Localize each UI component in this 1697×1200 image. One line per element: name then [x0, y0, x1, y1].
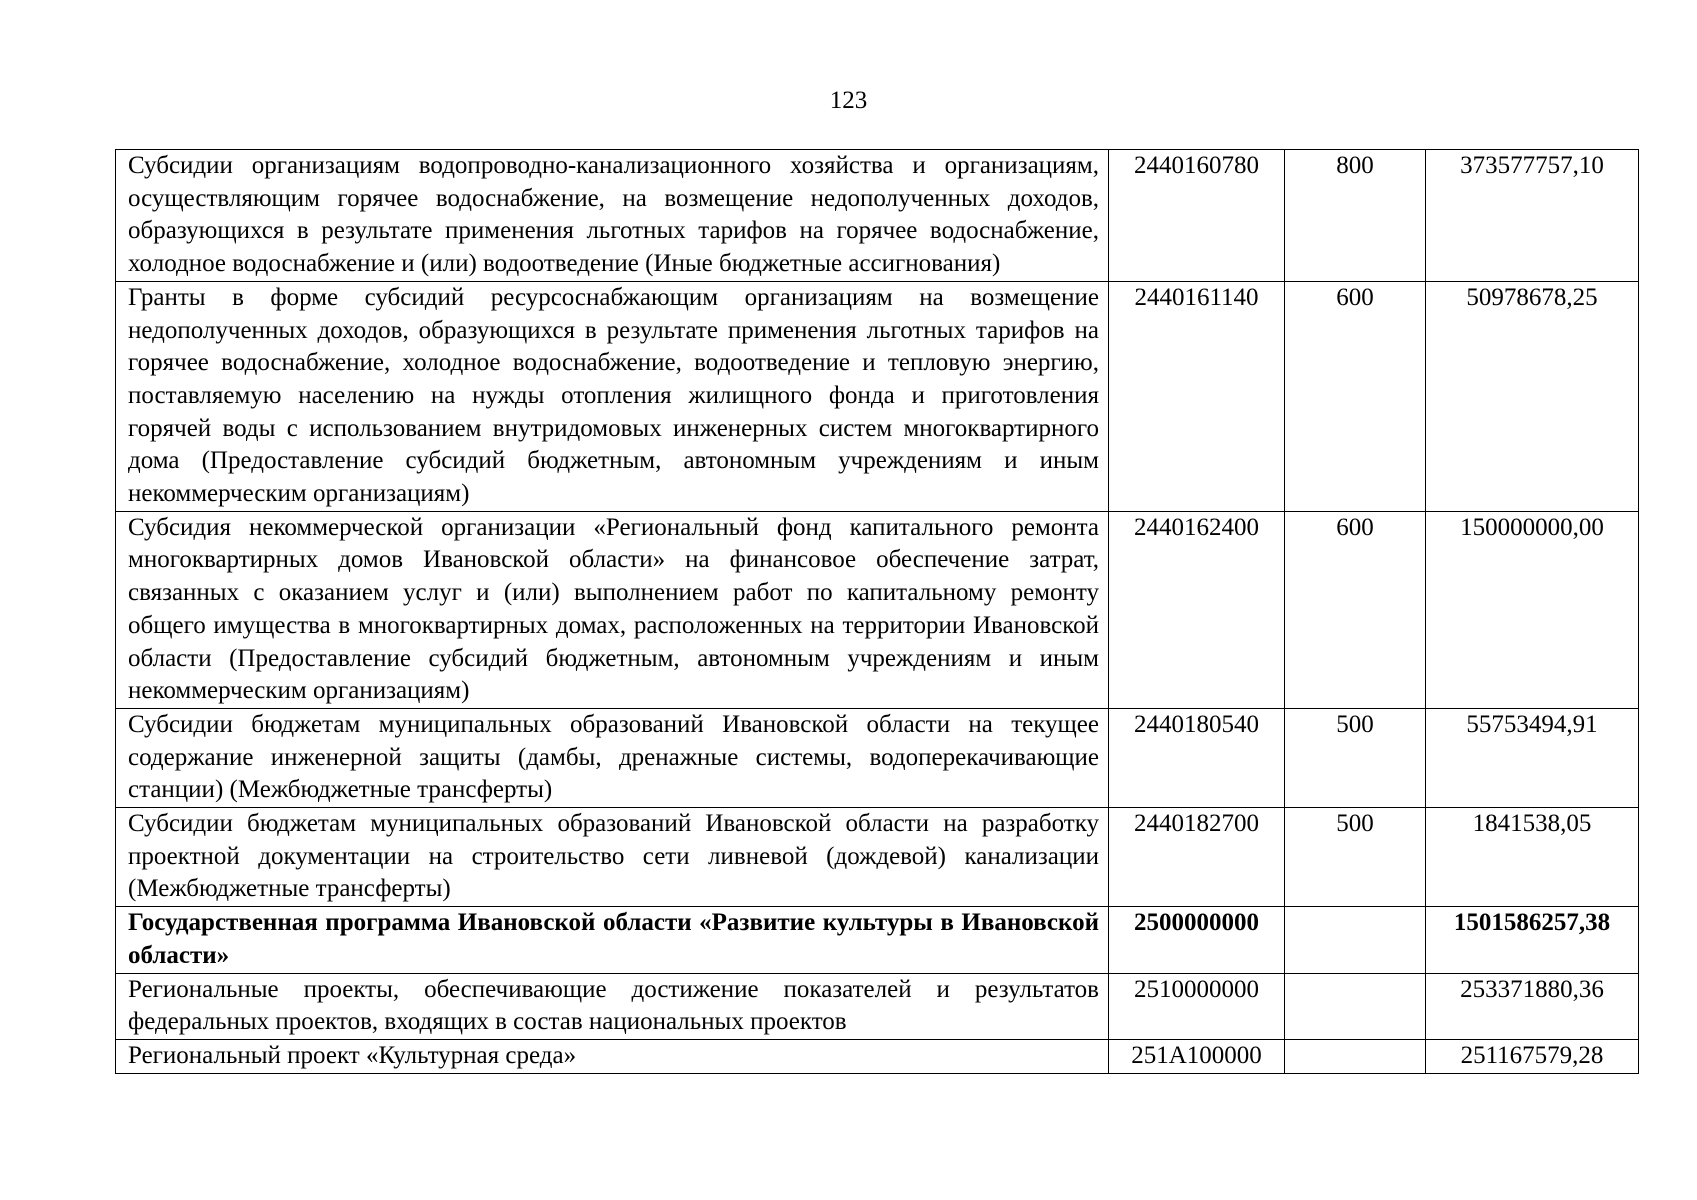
- row-code: 2440180540: [1109, 708, 1285, 807]
- row-expense-type: 800: [1285, 150, 1426, 282]
- row-description: Гранты в форме субсидий ресурсоснабжающим организациям на возмещение недополученных доходов, образующихся в результате применения льготных тарифов на горячее водоснабжение, холодное водоснабжение, водоотведение и тепловую энергию, поставляемую населению на нужды отопления жилищного фонда и приготовления горячей воды с использованием внутридомовых инженерных систем многоквартирного дома (Предоставление субсидий бюджетным, автономным учреждениям и иным некоммерческим организациям): [116, 281, 1109, 511]
- table-row: [116, 1039, 1639, 1073]
- row-code: 2440161140: [1109, 281, 1285, 511]
- table-row: [116, 511, 1639, 708]
- row-amount: 1841538,05: [1426, 808, 1639, 907]
- table-row-program-heading: [116, 907, 1639, 973]
- page-number: 123: [829, 87, 868, 114]
- table-row: [116, 708, 1639, 807]
- row-expense-type: 500: [1285, 708, 1426, 807]
- row-description: Субсидия некоммерческой организации «Региональный фонд капитального ремонта многоквартирных домов Ивановской области» на финансовое обеспечение затрат, связанных с оказанием услуг и (или) выполнением работ по капитальному ремонту общего имущества в многоквартирных домах, расположенных на территории Ивановской области (Предоставление субсидий бюджетным, автономным учреждениям и иным некоммерческим организациям): [116, 511, 1109, 708]
- row-amount: 253371880,36: [1426, 973, 1639, 1039]
- table-row: [116, 150, 1639, 282]
- row-code: 2500000000: [1109, 907, 1285, 973]
- row-code: 2440182700: [1109, 808, 1285, 907]
- row-description: Государственная программа Ивановской области «Развитие культуры в Ивановской области»: [116, 907, 1109, 973]
- row-expense-type: 500: [1285, 808, 1426, 907]
- row-description: Региональный проект «Культурная среда»: [116, 1039, 1109, 1073]
- row-amount: 373577757,10: [1426, 150, 1639, 282]
- row-amount: 55753494,91: [1426, 708, 1639, 807]
- row-expense-type: [1285, 907, 1426, 973]
- row-code: 2440160780: [1109, 150, 1285, 282]
- row-expense-type: [1285, 1039, 1426, 1073]
- row-code: 251А100000: [1109, 1039, 1285, 1073]
- row-expense-type: [1285, 973, 1426, 1039]
- row-code: 2510000000: [1109, 973, 1285, 1039]
- row-description: Субсидии бюджетам муниципальных образований Ивановской области на разработку проектной документации на строительство сети ливневой (дождевой) канализации (Межбюджетные трансферты): [116, 808, 1109, 907]
- row-amount: 251167579,28: [1426, 1039, 1639, 1073]
- table-row: [116, 973, 1639, 1039]
- row-description: Региональные проекты, обеспечивающие достижение показателей и результатов федеральных проектов, входящих в состав национальных проектов: [116, 973, 1109, 1039]
- table-row: [116, 808, 1639, 907]
- budget-table: [115, 149, 1639, 1074]
- row-description: Субсидии бюджетам муниципальных образований Ивановской области на текущее содержание инженерной защиты (дамбы, дренажные системы, водоперекачивающие станции) (Межбюджетные трансферты): [116, 708, 1109, 807]
- row-expense-type: 600: [1285, 511, 1426, 708]
- table-row: [116, 281, 1639, 511]
- row-amount: 50978678,25: [1426, 281, 1639, 511]
- row-amount: 150000000,00: [1426, 511, 1639, 708]
- row-expense-type: 600: [1285, 281, 1426, 511]
- row-description: Субсидии организациям водопроводно-канализационного хозяйства и организациям, осуществляющим горячее водоснабжение, на возмещение недополученных доходов, образующихся в результате применения льготных тарифов на горячее водоснабжение, холодное водоснабжение и (или) водоотведение (Иные бюджетные ассигнования): [116, 150, 1109, 282]
- row-amount: 1501586257,38: [1426, 907, 1639, 973]
- row-code: 2440162400: [1109, 511, 1285, 708]
